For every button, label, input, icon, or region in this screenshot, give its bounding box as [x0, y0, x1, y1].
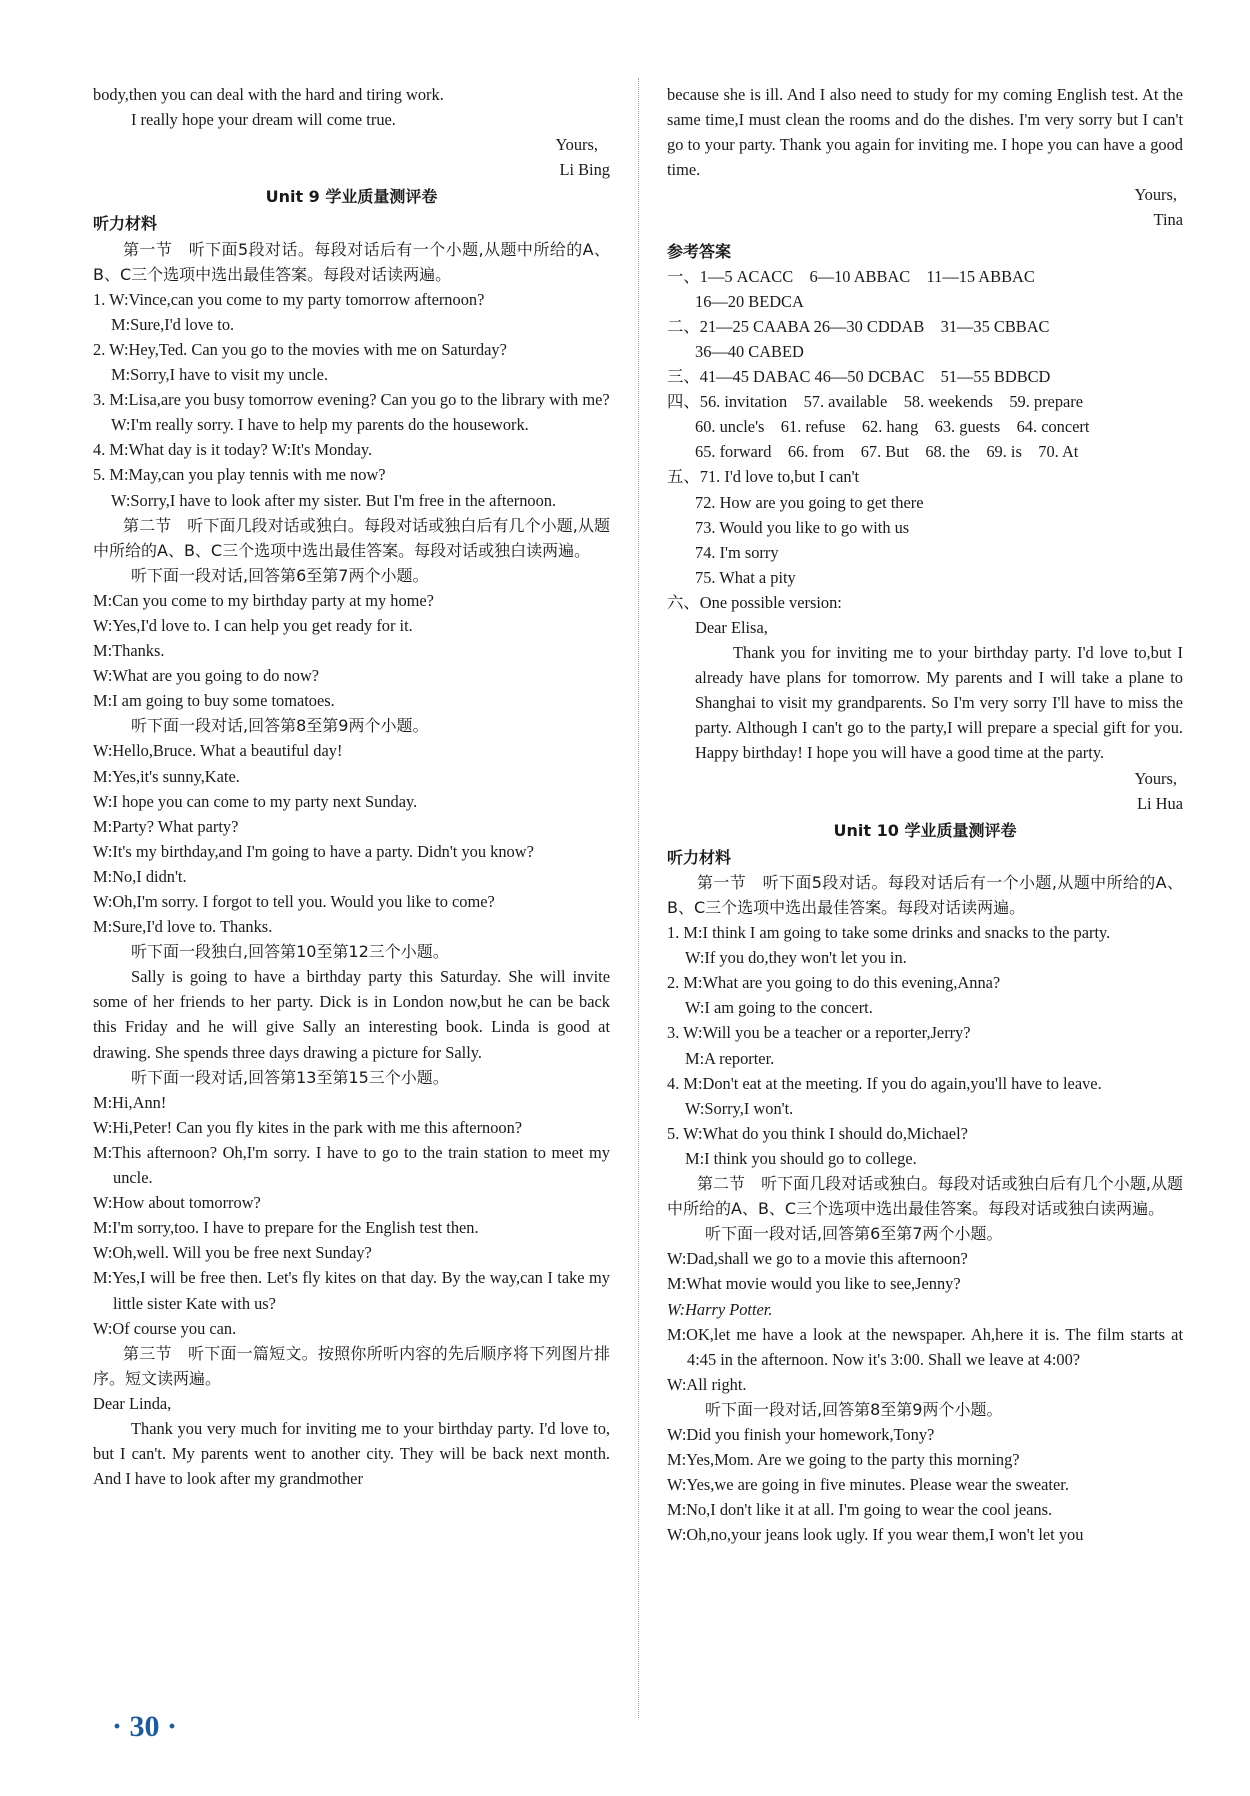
dialogue-intro: 听下面一段对话,回答第6至第7两个小题。 — [131, 565, 429, 585]
essay-closing: Yours, — [1134, 768, 1177, 788]
left-column — [93, 82, 610, 1491]
letter-closing: Yours, — [1134, 185, 1177, 205]
answer-row: 36—40 CABED — [695, 341, 804, 361]
answer-row: 四、56. invitation 57. available 58. weekends 59. prepare — [667, 392, 1084, 412]
answer-row: 73. Would you like to go with us — [695, 517, 910, 537]
dialogue-line: M:Yes,I will be free then. Let's fly kites on that day. By the way,can I take my little sister Kate with us? — [93, 1268, 610, 1313]
dialogue-line: 1. M:I think I am going to take some drinks and snacks to the party. — [667, 923, 1111, 943]
dialogue-line: W:What are you going to do now? — [93, 666, 320, 686]
answer-row: 二、21—25 CAABA 26—30 CDDAB 31—35 CBBAC — [667, 316, 1050, 336]
dialogue-line: M:A reporter. — [685, 1048, 775, 1068]
dialogue-line: W:If you do,they won't let you in. — [685, 948, 907, 968]
column-divider — [638, 78, 639, 1718]
dialogue-line: M:I am going to buy some tomatoes. — [93, 691, 335, 711]
dialogue-intro: 听下面一段对话,回答第8至第9两个小题。 — [131, 716, 429, 736]
answer-row: 75. What a pity — [695, 567, 796, 587]
answer-row: 五、71. I'd love to,but I can't — [667, 467, 860, 487]
dialogue-line: W:It's my birthday,and I'm going to have a party. Didn't you know? — [93, 841, 534, 861]
dialogue-line: 4. M:Don't eat at the meeting. If you do again,you'll have to leave. — [667, 1073, 1102, 1093]
section-heading: 听力材料 — [667, 847, 732, 867]
dialogue-line: W:Yes,I'd love to. I can help you get ready for it. — [93, 615, 413, 635]
dialogue-line: W:Dad,shall we go to a movie this afternoon? — [667, 1249, 968, 1269]
dialogue-line: M:I'm sorry,too. I have to prepare for the English test then. — [93, 1218, 479, 1238]
dialogue-line: 3. M:Lisa,are you busy tomorrow evening? Can you go to the library with me? — [93, 390, 610, 410]
unit-title: Unit 10 学业质量测评卷 — [833, 820, 1017, 840]
dialogue-line: 5. W:What do you think I should do,Michael? — [667, 1123, 968, 1143]
dialogue-line: M:This afternoon? Oh,I'm sorry. I have to go to the train station to meet my uncle. — [93, 1142, 610, 1188]
dialogue-line: W:Harry Potter. — [667, 1299, 773, 1319]
page-number: · 30 · — [112, 1710, 178, 1743]
section-heading: 听力材料 — [93, 214, 158, 234]
dialogue-line: W:Hello,Bruce. What a beautiful day! — [93, 741, 343, 761]
dialogue-line: M:I think you should go to college. — [685, 1148, 917, 1168]
dialogue-line: M:Party? What party? — [93, 816, 239, 836]
essay-signature: Li Hua — [1137, 793, 1183, 813]
part-instructions: 第一节 听下面5段对话。每段对话后有一个小题,从题中所给的A、B、C三个选项中选出最佳答案。每段对话读两遍。 — [667, 872, 1183, 917]
dialogue-line: 2. W:Hey,Ted. Can you go to the movies with me on Saturday? — [93, 339, 507, 359]
dialogue-line: M:What movie would you like to see,Jenny? — [667, 1274, 961, 1294]
dialogue-line: W:I hope you can come to my party next Sunday. — [93, 791, 418, 811]
dialogue-line: W:Sorry,I have to look after my sister. But I'm free in the afternoon. — [111, 490, 557, 510]
dialogue-intro: 听下面一段对话,回答第13至第15三个小题。 — [131, 1067, 449, 1087]
part-instructions: 第二节 听下面几段对话或独白。每段对话或独白后有几个小题,从题中所给的A、B、C三个选项中选出最佳答案。每段对话或独白读两遍。 — [667, 1174, 1183, 1219]
dialogue-line: M:Can you come to my birthday party at my home? — [93, 590, 434, 610]
dialogue-line: W:I am going to the concert. — [685, 998, 873, 1018]
dialogue-line: M:No,I didn't. — [93, 866, 187, 886]
answer-row: 一、1—5 ACACC 6—10 ABBAC 11—15 ABBAC — [667, 266, 1035, 286]
dialogue-line: W:Hi,Peter! Can you fly kites in the park with me this afternoon? — [93, 1117, 523, 1137]
right-column — [667, 82, 1183, 1547]
monologue-intro: 听下面一段独白,回答第10至第12三个小题。 — [131, 942, 449, 962]
dialogue-line: W:Oh,I'm sorry. I forgot to tell you. Would you like to come? — [93, 892, 495, 911]
dialogue-line: W:I'm really sorry. I have to help my parents do the housework. — [111, 415, 529, 435]
answer-row: 16—20 BEDCA — [695, 291, 804, 311]
answers-heading: 参考答案 — [667, 241, 732, 261]
part-instructions: 第三节 听下面一篇短文。按照你所听内容的先后顺序将下列图片排序。短文读两遍。 — [93, 1343, 610, 1388]
dialogue-line: W:All right. — [667, 1374, 747, 1394]
dialogue-line: M:Yes,it's sunny,Kate. — [93, 766, 240, 786]
dialogue-line: M:OK,let me have a look at the newspaper. Ah,here it is. The film starts at 4:45 in the afternoon. Now it's 3:00. Shall we leave at 4:00? — [667, 1324, 1183, 1369]
letter-body: because she is ill. And I also need to study for my coming English test. At the same time,I must clean the rooms and do the dishes. I'm very sorry but I can't go to your party. Thank you again for inviting me. I hope you can have a good time. — [667, 85, 1183, 180]
dialogue-intro: 听下面一段对话,回答第6至第7两个小题。 — [705, 1224, 1003, 1244]
dialogue-line: M:No,I don't like it at all. I'm going to wear the cool jeans. — [667, 1500, 1053, 1520]
dialogue-line: W:Oh,well. Will you be free next Sunday? — [93, 1243, 372, 1263]
dialogue-line: M:Hi,Ann! — [93, 1092, 167, 1112]
answer-row: 74. I'm sorry — [695, 542, 779, 562]
dialogue-line: 3. W:Will you be a teacher or a reporter,Jerry? — [667, 1023, 971, 1043]
dialogue-line: W:Yes,we are going in five minutes. Please wear the sweater. — [667, 1475, 1069, 1495]
letter-signature: Tina — [1153, 210, 1183, 230]
dialogue-line: 4. M:What day is it today? W:It's Monday. — [93, 440, 373, 460]
unit-title: Unit 9 学业质量测评卷 — [265, 187, 438, 207]
dialogue-line: W:Oh,no,your jeans look ugly. If you wear them,I won't let you — [667, 1525, 1084, 1545]
dialogue-line: W:How about tomorrow? — [93, 1193, 261, 1213]
letter-line: I really hope your dream will come true. — [131, 110, 396, 130]
essay-body: Thank you for inviting me to your birthday party. I'd love to,but I already have plans for tomorrow. My parents and I will take a plane to Shanghai to visit my grandparents. So I'm very sorry I'll have to miss the party. Although I can't go to the party,I will prepare a special gift for you. Happy birthday! I hope you will have a good time at the party. — [695, 643, 1183, 763]
dialogue-line: M:Thanks. — [93, 641, 165, 661]
dialogue-line: 5. M:May,can you play tennis with me now? — [93, 465, 386, 485]
dialogue-line: M:Sorry,I have to visit my uncle. — [111, 365, 328, 385]
dialogue-line: M:Yes,Mom. Are we going to the party this morning? — [667, 1450, 1020, 1470]
part-instructions: 第二节 听下面几段对话或独白。每段对话或独白后有几个小题,从题中所给的A、B、C三个选项中选出最佳答案。每段对话或独白读两遍。 — [93, 515, 610, 560]
dialogue-line: M:Sure,I'd love to. — [111, 314, 235, 334]
dialogue-line: W:Of course you can. — [93, 1318, 237, 1338]
essay-greeting: Dear Elisa, — [695, 617, 768, 637]
dialogue-line: M:Sure,I'd love to. Thanks. — [93, 917, 273, 937]
dialogue-intro: 听下面一段对话,回答第8至第9两个小题。 — [705, 1399, 1003, 1419]
answer-row: 六、One possible version: — [667, 592, 842, 612]
dialogue-line: 2. M:What are you going to do this evening,Anna? — [667, 973, 1001, 993]
dialogue-line: W:Did you finish your homework,Tony? — [667, 1424, 935, 1444]
answer-row: 72. How are you going to get there — [695, 492, 924, 512]
letter-body: Thank you very much for inviting me to your birthday party. I'd love to, but I can't. My parents went to another city. They will be back next month. And I have to look after my grandmother — [93, 1418, 610, 1489]
letter-line: body,then you can deal with the hard and tiring work. — [93, 85, 444, 104]
answer-row: 三、41—45 DABAC 46—50 DCBAC 51—55 BDBCD — [667, 367, 1051, 387]
part-instructions: 第一节 听下面5段对话。每段对话后有一个小题,从题中所给的A、B、C三个选项中选出最佳答案。每段对话读两遍。 — [93, 239, 610, 284]
dialogue-line: 1. W:Vince,can you come to my party tomorrow afternoon? — [93, 289, 485, 309]
dialogue-line: W:Sorry,I won't. — [685, 1098, 794, 1118]
letter-closing: Yours, — [555, 135, 598, 155]
letter-signature: Li Bing — [559, 160, 610, 180]
monologue-text: Sally is going to have a birthday party this Saturday. She will invite some of her friends to her party. Dick is in London now,but he can be back this Friday and he will give Sally an interesting book. Linda is good at drawing. She spends three days drawing a picture for Sally. — [93, 967, 610, 1062]
letter-greeting: Dear Linda, — [93, 1393, 172, 1413]
answer-row: 65. forward 66. from 67. But 68. the 69. is 70. At — [695, 442, 1079, 462]
answer-row: 60. uncle's 61. refuse 62. hang 63. guests 64. concert — [695, 417, 1090, 437]
